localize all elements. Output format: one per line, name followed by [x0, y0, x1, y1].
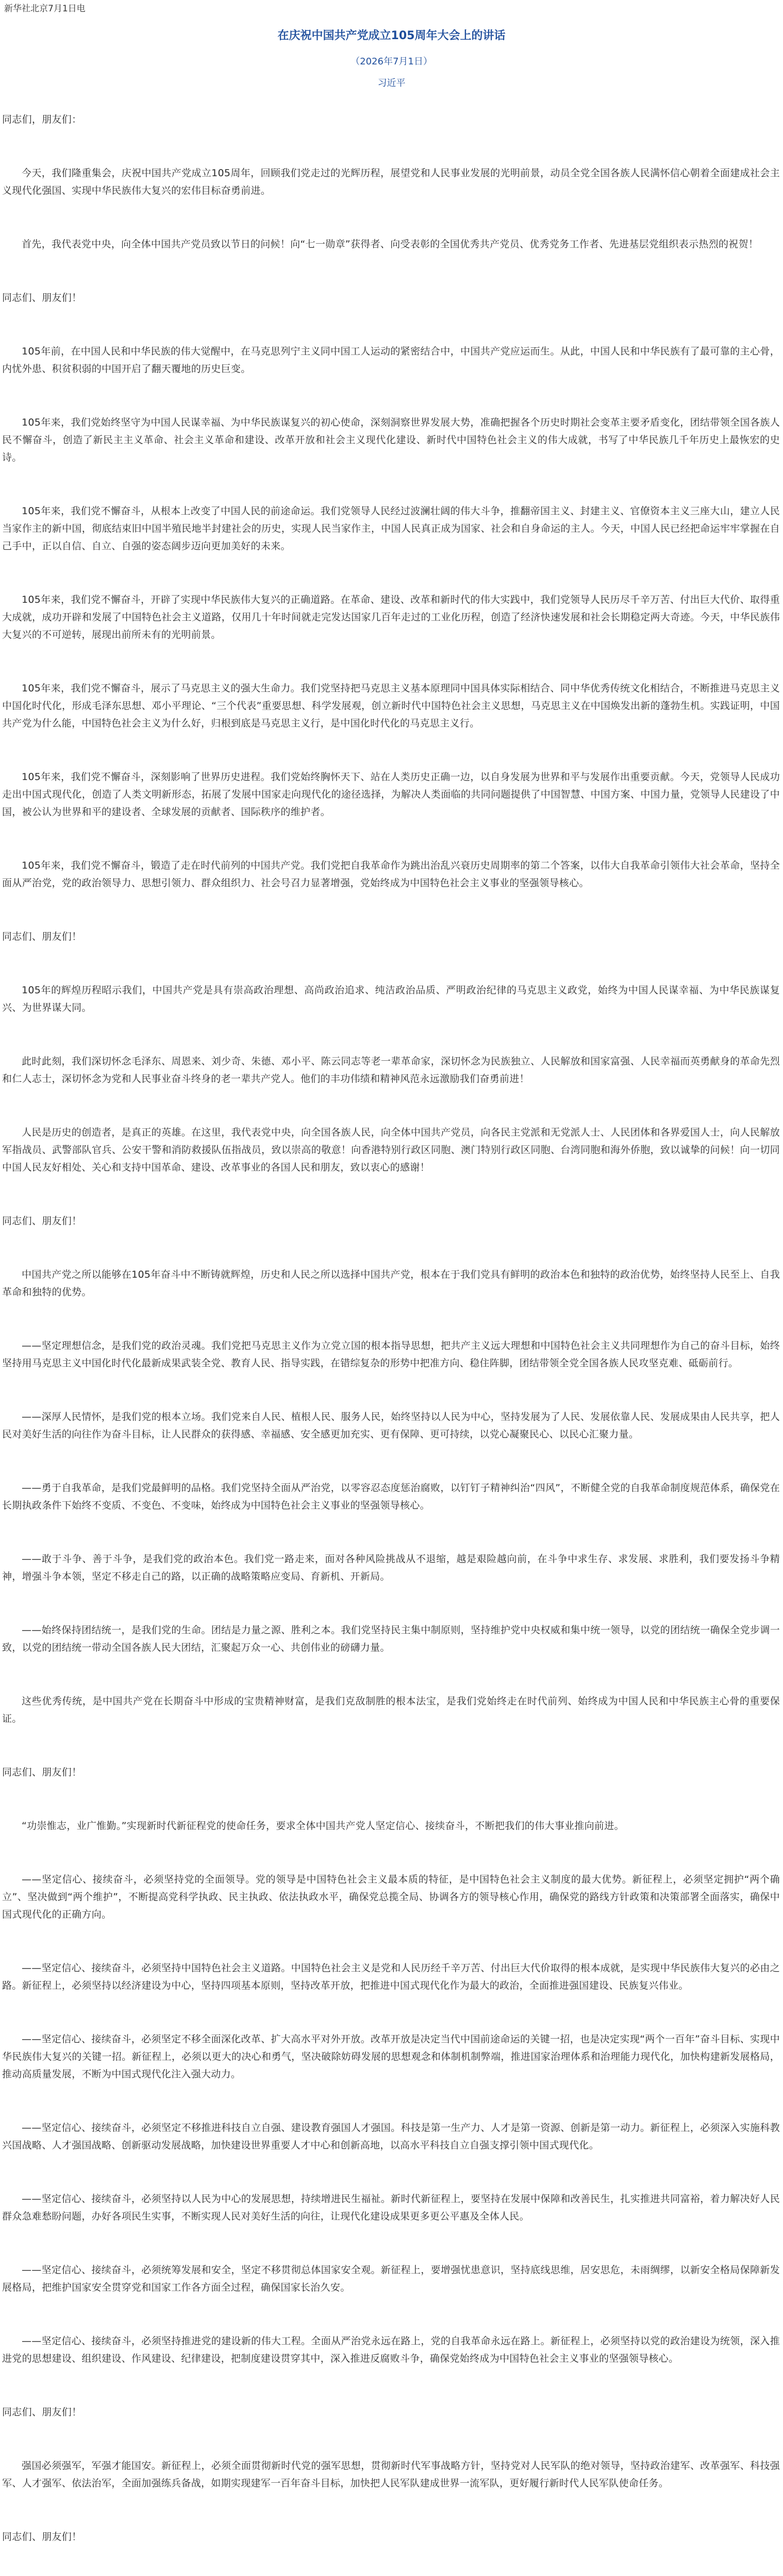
article-author: 习近平 — [377, 78, 406, 89]
article-paragraph: 同志们、朋友们！ — [2, 931, 82, 942]
article-paragraph: 105年来，我们党不懈奋斗，深刻影响了世界历史进程。我们党始终胸怀天下、站在人类历史正确一边，以自身发展为世界和平与发展作出重要贡献。今天，党领导人民成功走出中国式现代化，创造了人类文明新形态，拓展了发展中国家走向现代化的途径选择，为解决人类面临的共同问题提供了中国智慧、中国方案、中国力量，党领导人民建设了中国，被公认为世界和平的建设者、全球发展的贡献者、国际秩序的维护者。 — [2, 771, 780, 818]
article-title: 在庆祝中国共产党成立105周年大会上的讲话 — [277, 29, 506, 42]
article-paragraph: 同志们，朋友们： — [2, 114, 82, 125]
article-paragraph: ——勇于自我革命，是我们党最鲜明的品格。我们党坚持全面从严治党，以零容忍态度惩治腐败，以钉钉子精神纠治“四风”，不断健全党的自我革命制度规范体系，确保党在长期执政条件下始终不变质、不变色、不变味，始终成为中国特色社会主义事业的坚强领导核心。 — [2, 1482, 780, 1511]
article-paragraph: 同志们、朋友们！ — [2, 2531, 82, 2543]
article-paragraph: ——坚定信心、接续奋斗，必须坚定不移全面深化改革、扩大高水平对外开放。改革开放是决定当代中国前途命运的关键一招，也是决定实现“两个一百年”奋斗目标、实现中华民族伟大复兴的关键一招。新征程上，必须以更大的决心和勇气，坚决破除妨碍发展的思想观念和体制机制弊端，推进国家治理体系和治理能力现代化，加快构建新发展格局，推动高质量发展，不断为中国式现代化注入强大动力。 — [2, 2033, 780, 2080]
article-body — [2, 111, 780, 2576]
article-paragraph: 人民是历史的创造者，是真正的英雄。在这里，我代表党中央，向全国各族人民，向全体中国共产党员，向各民主党派和无党派人士、人民团体和各界爱国人士，向人民解放军指战员、武警部队官兵、公安干警和消防救援队伍指战员，致以崇高的敬意！向香港特别行政区同胞、澳门特别行政区同胞、台湾同胞和海外侨胞，致以诚挚的问候！向一切同中国人民友好相处、关心和支持中国革命、建设、改革事业的各国人民和朋友，致以衷心的感谢！ — [2, 1127, 780, 1173]
article-paragraph: ——坚定信心、接续奋斗，必须统筹发展和安全，坚定不移贯彻总体国家安全观。新征程上，要增强忧患意识，坚持底线思维，居安思危，未雨绸缪，以新安全格局保障新发展格局，把维护国家安全贯穿党和国家工作各方面全过程，确保国家长治久安。 — [2, 2264, 780, 2293]
article-paragraph: 105年来，我们党不懈奋斗，展示了马克思主义的强大生命力。我们党坚持把马克思主义基本原理同中国具体实际相结合、同中华优秀传统文化相结合，不断推进马克思主义中国化时代化，形成毛泽东思想、邓小平理论、“三个代表”重要思想、科学发展观，创立新时代中国特色社会主义思想，马克思主义在中国焕发出新的蓬勃生机。实践证明，中国共产党为什么能，中国特色社会主义为什么好，归根到底是马克思主义行，是中国化时代化的马克思主义行。 — [2, 683, 780, 729]
article-paragraph: 105年来，我们党不懈奋斗，从根本上改变了中国人民的前途命运。我们党领导人民经过波澜壮阔的伟大斗争，推翻帝国主义、封建主义、官僚资本主义三座大山，建立人民当家作主的新中国，彻底结束旧中国半殖民地半封建社会的历史，实现人民当家作主，中国人民真正成为国家、社会和自身命运的主人。今天，中国人民已经把命运牢牢掌握在自己手中，正以自信、自立、自强的姿态阔步迈向更加美好的未来。 — [2, 505, 780, 552]
article-paragraph: ——始终保持团结统一，是我们党的生命。团结是力量之源、胜利之本。我们党坚持民主集中制原则，坚持维护党中央权威和集中统一领导，以党的团结统一确保全党步调一致，以党的团结统一带动全国各族人民大团结，汇聚起万众一心、共创伟业的磅礴力量。 — [2, 1624, 780, 1653]
article-paragraph: 今天，我们隆重集会，庆祝中国共产党成立105周年，回顾我们党走过的光辉历程，展望党和人民事业发展的光明前景，动员全党全国各族人民满怀信心朝着全面建成社会主义现代化强国、实现中华民族伟大复兴的宏伟目标奋勇前进。 — [2, 167, 780, 196]
article-paragraph: ——深厚人民情怀，是我们党的根本立场。我们党来自人民、植根人民、服务人民，始终坚持以人民为中心，坚持发展为了人民、发展依靠人民、发展成果由人民共享，把人民对美好生活的向往作为奋斗目标，让人民群众的获得感、幸福感、安全感更加充实、更有保障、更可持续，以党心凝聚民心、以民心汇聚力量。 — [2, 1411, 780, 1440]
article-paragraph: 同志们、朋友们！ — [2, 1215, 82, 1227]
source-line: 新华社北京7月1日电 — [4, 4, 86, 14]
article-paragraph: 105年前，在中国人民和中华民族的伟大觉醒中，在马克思列宁主义同中国工人运动的紧密结合中，中国共产党应运而生。从此，中国人民和中华民族有了最可靠的主心骨，内忧外患、积贫积弱的中国开启了翻天覆地的历史巨变。 — [2, 346, 780, 375]
article-paragraph: 这些优秀传统，是中国共产党在长期奋斗中形成的宝贵精神财富，是我们克敌制胜的根本法宝，是我们党始终走在时代前列、始终成为中国人民和中华民族主心骨的重要保证。 — [2, 1696, 780, 1724]
article-paragraph: 同志们、朋友们！ — [2, 2406, 82, 2418]
article-paragraph: ——坚定信心、接续奋斗，必须坚持推进党的建设新的伟大工程。全面从严治党永远在路上，党的自我革命永远在路上。新征程上，必须坚持以党的政治建设为统领，深入推进党的思想建设、组织建设、作风建设、纪律建设，把制度建设贯穿其中，深入推进反腐败斗争，确保党始终成为中国特色社会主义事业的坚强领导核心。 — [2, 2335, 780, 2364]
article-paragraph: ——坚定理想信念，是我们党的政治灵魂。我们党把马克思主义作为立党立国的根本指导思想，把共产主义远大理想和中国特色社会主义共同理想作为自己的奋斗目标，始终坚持用马克思主义中国化时代化最新成果武装全党、教育人民、指导实践，在错综复杂的形势中把准方向、稳住阵脚，团结带领全党全国各族人民攻坚克难、砥砺前行。 — [2, 1340, 780, 1369]
article-paragraph: 105年来，我们党始终坚守为中国人民谋幸福、为中华民族谋复兴的初心使命，深刻洞察世界发展大势，准确把握各个历史时期社会变革主要矛盾变化，团结带领全国各族人民不懈奋斗，创造了新民主主义革命、社会主义革命和建设、改革开放和社会主义现代化建设、新时代中国特色社会主义的伟大成就，书写了中华民族几千年历史上最恢宏的史诗。 — [2, 417, 780, 463]
article-paragraph: 105年来，我们党不懈奋斗，锻造了走在时代前列的中国共产党。我们党把自我革命作为跳出治乱兴衰历史周期率的第二个答案，以伟大自我革命引领伟大社会革命，坚持全面从严治党，党的政治领导力、思想引领力、群众组织力、社会号召力显著增强，党始终成为中国特色社会主义事业的坚强领导核心。 — [2, 860, 780, 889]
article-paragraph: ——坚定信心、接续奋斗，必须坚持以人民为中心的发展思想，持续增进民生福祉。新时代新征程上，要坚持在发展中保障和改善民生，扎实推进共同富裕，着力解决好人民群众急难愁盼问题，办好各项民生实事，不断实现人民对美好生活的向往，让现代化建设成果更多更公平惠及全体人民。 — [2, 2193, 780, 2222]
article-paragraph: 同志们、朋友们！ — [2, 292, 82, 303]
article-paragraph: 105年的辉煌历程昭示我们，中国共产党是具有崇高政治理想、高尚政治追求、纯洁政治品质、严明政治纪律的马克思主义政党，始终为中国人民谋幸福、为中华民族谋复兴、为世界谋大同。 — [2, 985, 780, 1013]
article-paragraph: ——敢于斗争、善于斗争，是我们党的政治本色。我们党一路走来，面对各种风险挑战从不退缩，越是艰险越向前，在斗争中求生存、求发展、求胜利，我们要发扬斗争精神，增强斗争本领，坚定不移走自己的路，以正确的战略策略应变局、育新机、开新局。 — [2, 1553, 780, 1582]
article-paragraph: ——坚定信心、接续奋斗，必须坚持党的全面领导。党的领导是中国特色社会主义最本质的特征，是中国特色社会主义制度的最大优势。新征程上，必须坚定拥护“两个确立”、坚决做到“两个维护”，不断提高党科学执政、民主执政、依法执政水平，确保党总揽全局、协调各方的领导核心作用，确保党的路线方针政策和决策部署全面落实，确保中国式现代化的正确方向。 — [2, 1874, 780, 1920]
article-paragraph: ——坚定信心、接续奋斗，必须坚持中国特色社会主义道路。中国特色社会主义是党和人民历经千辛万苦、付出巨大代价取得的根本成就，是实现中华民族伟大复兴的必由之路。新征程上，必须坚持以经济建设为中心，坚持四项基本原则，坚持改革开放，把推进中国式现代化作为最大的政治，全面推进强国建设、民族复兴伟业。 — [2, 1962, 780, 1991]
article-paragraph: 105年来，我们党不懈奋斗，开辟了实现中华民族伟大复兴的正确道路。在革命、建设、改革和新时代的伟大实践中，我们党领导人民历尽千辛万苦、付出巨大代价、取得重大成就，成功开辟和发展了中国特色社会主义道路，仅用几十年时间就走完发达国家几百年走过的工业化历程，创造了经济快速发展和社会长期稳定两大奇迹。今天，中华民族伟大复兴的不可逆转，展现出前所未有的光明前景。 — [2, 594, 780, 640]
article-paragraph: 此时此刻，我们深切怀念毛泽东、周恩来、刘少奇、朱德、邓小平、陈云同志等老一辈革命家，深切怀念为民族独立、人民解放和国家富强、人民幸福而英勇献身的革命先烈和仁人志士，深切怀念为党和人民事业奋斗终身的老一辈共产党人。他们的丰功伟绩和精神风范永远激励我们奋勇前进！ — [2, 1056, 780, 1084]
article-paragraph: 同志们、朋友们！ — [2, 1767, 82, 1778]
article-paragraph: 首先，我代表党中央，向全体中国共产党员致以节日的问候！向“七一勋章”获得者、向受表彰的全国优秀共产党员、优秀党务工作者、先进基层党组织表示热烈的祝贺！ — [22, 239, 759, 250]
article-paragraph: “功崇惟志，业广惟勤。”实现新时代新征程党的使命任务，要求全体中国共产党人坚定信心、接续奋斗，不断把我们的伟大事业推向前进。 — [22, 1820, 624, 1832]
article-paragraph: 强国必须强军，军强才能国安。新征程上，必须全面贯彻新时代党的强军思想，贯彻新时代军事战略方针，坚持党对人民军队的绝对领导，坚持政治建军、改革强军、科技强军、人才强军、依法治军，全面加强练兵备战，如期实现建军一百年奋斗目标，加快把人民军队建成世界一流军队，更好履行新时代人民军队使命任务。 — [2, 2460, 780, 2489]
article-paragraph: 中国共产党之所以能够在105年奋斗中不断铸就辉煌，历史和人民之所以选择中国共产党，根本在于我们党具有鲜明的政治本色和独特的政治优势，始终坚持人民至上、自我革命和独特的优势。 — [2, 1269, 780, 1298]
article-paragraph: ——坚定信心、接续奋斗，必须坚定不移推进科技自立自强、建设教育强国人才强国。科技是第一生产力、人才是第一资源、创新是第一动力。新征程上，必须深入实施科教兴国战略、人才强国战略、创新驱动发展战略，加快建设世界重要人才中心和创新高地，以高水平科技自立自强支撑引领中国式现代化。 — [2, 2122, 780, 2151]
article-date: （2026年7月1日） — [351, 56, 432, 67]
article-header — [0, 28, 783, 90]
